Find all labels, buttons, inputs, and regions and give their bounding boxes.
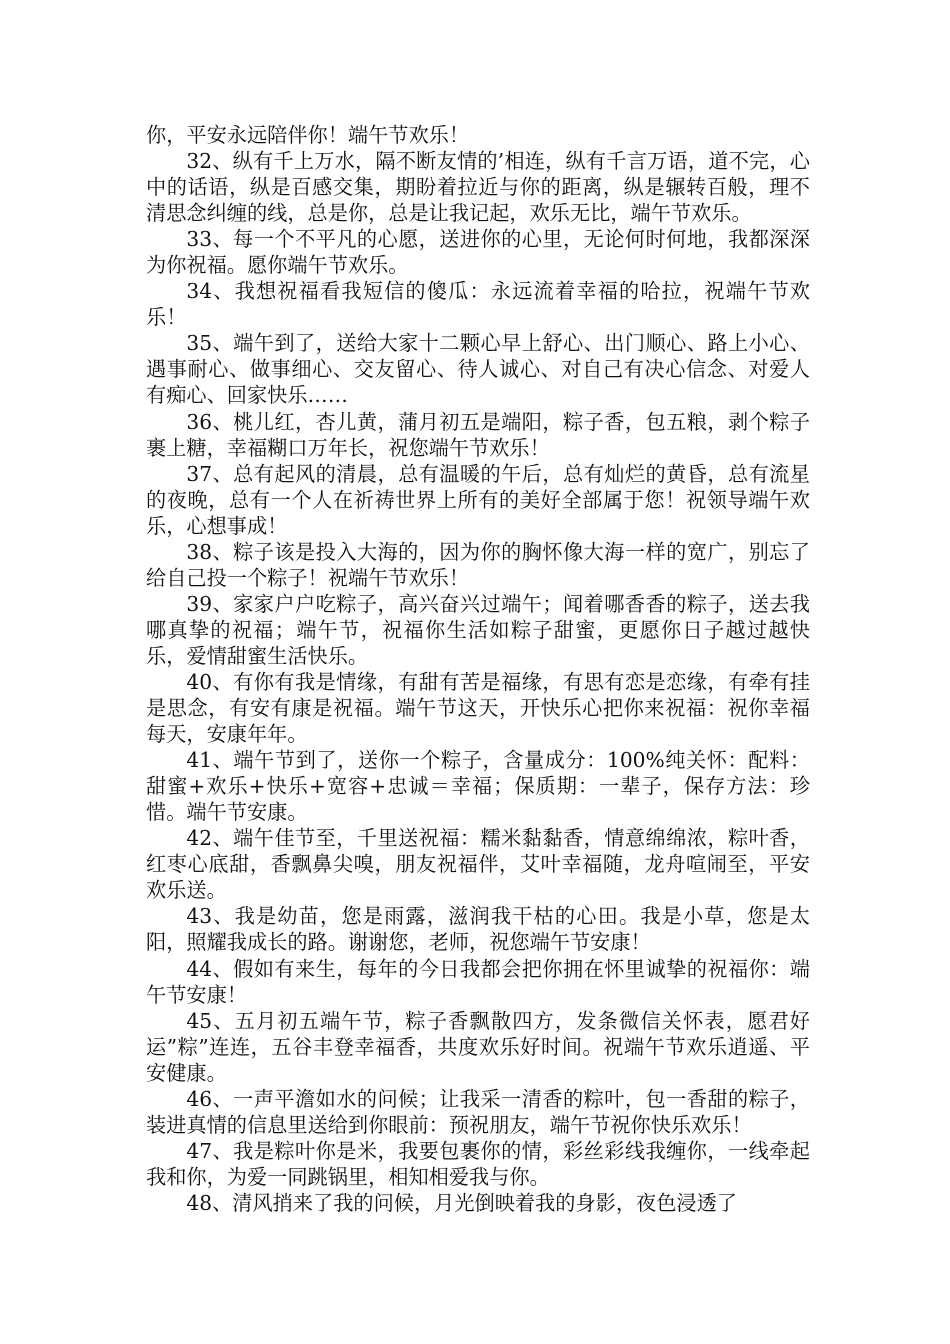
paragraph-41: 41、端午节到了，送你一个粽子，含量成分：100%纯关怀：配料：甜蜜+欢乐+快乐+宽容+忠诚＝幸福；保质期：一辈子，保存方法：珍惜。端午节安康。 <box>146 748 810 825</box>
paragraph-32: 32、纵有千上万水，隔不断友情的’相连，纵有千言万语，道不完，心中的话语，纵是百感交集，期盼着拉近与你的距离，纵是辗转百般，理不清思念纠缠的线，总是你，总是让我记起，欢乐无比，端午节欢乐。 <box>146 149 810 226</box>
paragraph-47: 47、我是粽叶你是米，我要包裹你的情，彩丝彩线我缠你，一线牵起我和你，为爱一同跳锅里，相知相爱我与你。 <box>146 1138 810 1189</box>
paragraph-36: 36、桃儿红，杏儿黄，蒲月初五是端阳，粽子香，包五粮，剥个粽子裹上糖，幸福糊口万年长，祝您端午节欢乐！ <box>146 409 810 460</box>
paragraph-37: 37、总有起风的清晨，总有温暖的午后，总有灿烂的黄昏，总有流星的夜晚，总有一个人在祈祷世界上所有的美好全部属于您！祝领导端午欢乐，心想事成！ <box>146 461 810 538</box>
paragraph-42: 42、端午佳节至，千里送祝福：糯米黏黏香，情意绵绵浓，粽叶香，红枣心底甜，香飘鼻尖嗅，朋友祝福伴，艾叶幸福随，龙舟喧闹至，平安欢乐送。 <box>146 826 810 903</box>
paragraph-34: 34、我想祝福看我短信的傻瓜：永远流着幸福的哈拉，祝端午节欢乐！ <box>146 279 810 330</box>
paragraph-39: 39、家家户户吃粽子，高兴奋兴过端午；闻着哪香香的粽子，送去我哪真挚的祝福；端午节，祝福你生活如粽子甜蜜，更愿你日子越过越快乐，爱情甜蜜生活快乐。 <box>146 591 810 668</box>
paragraph-40: 40、有你有我是情缘，有甜有苦是福缘，有思有恋是恋缘，有牵有挂是思念，有安有康是祝福。端午节这天，开快乐心把你来祝福：祝你幸福每天，安康年年。 <box>146 669 810 747</box>
paragraph-48: 48、清风捎来了我的问候，月光倒映着我的身影，夜色浸透了 <box>186 1190 737 1215</box>
paragraph-43: 43、我是幼苗，您是雨露，滋润我干枯的心田。我是小草，您是太阳，照耀我成长的路。谢谢您，老师，祝您端午节安康！ <box>146 904 810 955</box>
paragraph-45: 45、五月初五端午节，粽子香飘散四方，发条微信关怀表，愿君好运”粽”连连，五谷丰登幸福香，共度欢乐好时间。祝端午节欢乐逍遥、平安健康。 <box>146 1008 810 1085</box>
paragraph-44: 44、假如有来生，每年的今日我都会把你拥在怀里诚挚的祝福你：端午节安康！ <box>146 956 810 1007</box>
paragraph-35: 35、端午到了，送给大家十二颗心早上舒心、出门顺心、路上小心、遇事耐心、做事细心、交友留心、待人诚心、对自己有决心信念、对爱人有痴心、回家快乐…… <box>146 331 810 408</box>
document-body <box>146 122 810 1216</box>
paragraph-33: 33、每一个不平凡的心愿，送进你的心里，无论何时何地，我都深深为你祝福。愿你端午节欢乐。 <box>146 227 810 278</box>
paragraph-38: 38、粽子该是投入大海的，因为你的胸怀像大海一样的宽广，别忘了给自己投一个粽子！祝端午节欢乐！ <box>146 539 810 590</box>
paragraph-continuation: 你，平安永远陪伴你！端午节欢乐！ <box>146 123 470 147</box>
paragraph-46: 46、一声平澹如水的问候；让我采一清香的粽叶，包一香甜的粽子，装进真情的信息里送给到你眼前：预祝朋友，端午节祝你快乐欢乐！ <box>146 1086 810 1137</box>
